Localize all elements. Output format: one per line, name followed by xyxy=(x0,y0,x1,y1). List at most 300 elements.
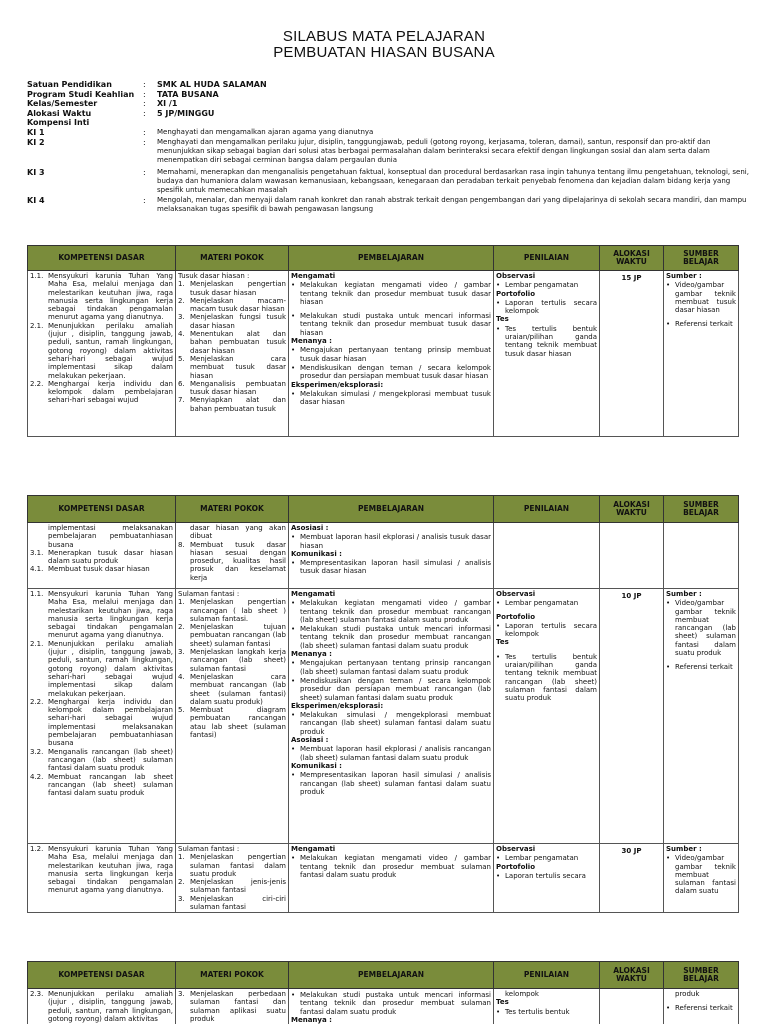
cell-aw xyxy=(600,271,664,437)
ki-text: Mengolah, menalar, dan menyaji dalam ranah konkret dan ranah abstrak terkait dengan pengembangan dari yang dipelajarinya di sekolah secara mandiri, dan mampu melaksanakan tugas spesifik di bawah pengawasan langsung xyxy=(157,196,747,213)
table-header xyxy=(28,496,739,523)
item-text: Menunjukkan perilaku amaliah (jujur , disiplin, tanggung jawab, peduli, santun, ramah lingkungan, gotong royong) dalam aktivitas sehari-hari sebagai wujud implementasi sikap dalam melakukan pekerjaan. xyxy=(48,639,173,698)
mp-head: Tusuk dasar hiasan : xyxy=(178,272,250,280)
bullet-icon: • xyxy=(496,324,501,333)
item-number: 2.2. xyxy=(30,697,44,706)
spacer xyxy=(666,657,736,662)
section-heading: Eksperimen/eksplorasi: xyxy=(291,701,384,710)
item-number: 5. xyxy=(178,706,185,715)
syllabus-table-3 xyxy=(27,961,739,1024)
info-key: Satuan Pendidikan xyxy=(27,80,112,89)
bullet-item xyxy=(496,1008,597,1016)
bullet-text: Lembar pengamatan xyxy=(505,599,579,608)
bullet-item xyxy=(666,854,736,895)
item-number: 1.1. xyxy=(30,590,44,598)
item-text: Menganalisis pembuatan tusuk dasar hiasan xyxy=(190,379,286,397)
item-text: Membuat rancangan lab sheet rancangan (lab sheet) sulaman fantasi dalam suatu produk xyxy=(48,772,173,798)
cell-kd xyxy=(28,271,176,437)
cell-kd xyxy=(28,844,176,913)
bullet-item xyxy=(291,771,491,796)
item-text: Membuat diagram pembuatan rancangan atau lab sheet (sulaman fantasi) xyxy=(190,706,286,740)
bullet-item xyxy=(666,281,736,314)
header-mp: MATERI POKOK xyxy=(176,496,289,523)
colon: : xyxy=(143,99,146,108)
bullet-icon: • xyxy=(291,389,296,398)
bullet-item xyxy=(291,677,491,702)
colon: : xyxy=(143,196,146,205)
list-item xyxy=(178,380,286,397)
item-text: Menunjukkan perilaku amaliah (jujur , disiplin, tanggung jawab, peduli, santun, ramah lingkungan, gotong royong) dalam aktivitas sehari-hari sebagai wujud implementasi sikap dalam melakukan pekerjaan. xyxy=(48,321,173,380)
item-number: 1.1. xyxy=(30,272,44,280)
cell-aw xyxy=(600,989,664,1024)
bullet-text: Melakukan studi pustaka untuk mencari informasi tentang teknik dan prosedur membuat sulaman fantasi dalam suatu produk xyxy=(300,991,491,1016)
bullet-icon: • xyxy=(291,281,296,290)
list-item xyxy=(30,565,173,573)
bullet-text: Lembar pengamatan xyxy=(505,854,579,863)
item-number: 8. xyxy=(178,540,185,549)
info-value: XI /1 xyxy=(157,99,178,108)
bullet-icon: • xyxy=(666,599,671,608)
colon: : xyxy=(143,108,146,118)
bullet-icon: • xyxy=(291,854,296,863)
table-row xyxy=(28,989,739,1024)
bullet-text: Melakukan kegiatan mengamati video / gambar tentang teknik dan prosedur membuat sulaman fantasi dalam suatu produk xyxy=(300,854,491,879)
item-number: 1. xyxy=(178,280,185,289)
bullet-item xyxy=(291,854,491,879)
bullet-icon: • xyxy=(291,559,296,568)
list-item xyxy=(178,280,286,297)
item-number: 5. xyxy=(178,354,185,363)
bullet-item xyxy=(291,533,491,550)
list-item xyxy=(30,990,173,1023)
list-item xyxy=(178,313,286,330)
jp-value: 10 JP xyxy=(621,592,642,600)
header-sb-2: BELAJAR xyxy=(683,508,719,517)
syllabus-table-2 xyxy=(27,495,739,913)
section-heading: Sumber : xyxy=(666,590,702,598)
cell-kd xyxy=(28,589,176,844)
bullet-item xyxy=(666,663,736,671)
header-pn: PENILAIAN xyxy=(494,496,600,523)
bullet-text: Mengajukan pertanyaan tentang prinsip rancangan (lab sheet) sulaman fantasi dalam suatu produk xyxy=(300,659,491,676)
bullet-text: Referensi terkait xyxy=(675,663,733,672)
item-text: Menganalis rancangan (lab sheet) rancangan (lab sheet) sulaman fantasi dalam suatu produk xyxy=(48,747,173,773)
bullet-icon: • xyxy=(291,625,296,634)
list-item xyxy=(30,322,173,380)
item-text: Menghargai kerja individu dan kelompok dalam pembelajaran sehari-hari sebagai wujud implementasi melaksanakan pembelajaran pembuatanhiasan busana xyxy=(48,697,173,748)
cell-pb xyxy=(289,844,494,913)
bullet-text: Video/gambar gambar teknik membuat rancangan (lab sheet) sulaman fantasi dalam suatu produk xyxy=(675,599,736,658)
colon: : xyxy=(143,127,146,137)
bullet-icon: • xyxy=(496,652,501,661)
table-header xyxy=(28,962,739,989)
bullet-item xyxy=(291,364,491,381)
ki-key: KI 2 xyxy=(27,138,45,147)
ki-text: Memahami, menerapkan dan menganalisis pengetahuan faktual, konseptual dan procedural berdasarkan rasa ingin tahunya tentang ilmu pengetahuan, teknologi, seni, budaya dan humaniora dalam wawasan kemanusiaan, kebangsaan, kenegaraan dan peradaban terkait penyebab fenomena dan kejadian dalam bidang kerja yang spesifik untuk memecahkan masalah xyxy=(157,168,749,194)
cell-pb xyxy=(289,989,494,1024)
section-heading: Portofolio xyxy=(496,612,536,621)
ki-key: KI 3 xyxy=(27,168,45,177)
section-heading: Komunikasi : xyxy=(291,549,342,558)
bullet-item xyxy=(291,711,491,736)
item-text: Membuat tusuk dasar hiasan xyxy=(48,565,150,574)
header-aw-1: ALOKASI xyxy=(613,499,650,509)
list-item xyxy=(178,330,286,355)
cell-mp xyxy=(176,989,289,1024)
item-text: Menunjukkan perilaku amaliah (jujur , disiplin, tanggung jawab, peduli, santun, ramah lingkungan, gotong royong) dalam aktivitas xyxy=(48,990,173,1023)
item-number: 7. xyxy=(178,396,185,405)
header-aw-1: ALOKASI xyxy=(613,248,650,258)
item-number xyxy=(30,524,48,549)
list-item xyxy=(178,853,286,878)
item-number: 3.2. xyxy=(30,747,44,756)
header-pn: PENILAIAN xyxy=(494,246,600,271)
jp-value: 15 JP xyxy=(621,274,642,282)
colon: : xyxy=(143,89,146,99)
colon: : xyxy=(143,138,146,147)
header-aw-2: WAKTU xyxy=(616,257,647,266)
ki-key: KI 4 xyxy=(27,196,45,205)
item-number: 6. xyxy=(178,379,185,388)
item-text: Menjelaskan fungsi tusuk dasar hiasan xyxy=(190,313,286,330)
cell-pn xyxy=(494,271,600,437)
ki-row xyxy=(27,168,755,195)
section-heading: Asosiasi : xyxy=(291,736,329,745)
header-pb: PEMBELAJARAN xyxy=(289,496,494,523)
section-heading: Mengamati xyxy=(291,590,336,598)
list-item xyxy=(178,623,286,648)
item-number: 3.1. xyxy=(30,548,44,557)
item-text: Menjelaskan tujuan pembuatan rancangan (lab sheet) sulaman fantasi xyxy=(190,623,286,648)
item-text: Menjelaskan cara membuat tusuk dasar hiasan xyxy=(190,354,286,380)
list-item xyxy=(30,698,173,748)
spacer xyxy=(666,998,736,1003)
item-text: Menjelaskan pengertian tusuk dasar hiasan xyxy=(190,280,286,297)
item-number: 1.2. xyxy=(30,845,44,853)
jp-value: 30 JP xyxy=(621,847,642,855)
title-line-1: SILABUS MATA PELAJARAN xyxy=(282,28,486,45)
list-item xyxy=(178,895,286,912)
bullet-text: Referensi terkait xyxy=(675,1004,733,1013)
cell-pb xyxy=(289,523,494,589)
info-key: Kelas/Semester xyxy=(27,99,98,108)
cell-sb xyxy=(664,989,739,1024)
colon: : xyxy=(143,80,146,89)
info-key: Alokasi Waktu xyxy=(27,108,92,118)
list-item xyxy=(178,524,286,541)
bullet-item xyxy=(291,745,491,762)
info-value: TATA BUSANA xyxy=(157,89,219,99)
bullet-item xyxy=(291,281,491,306)
bullet-icon: • xyxy=(496,621,501,630)
bullet-item xyxy=(666,320,736,328)
bullet-text: Video/gambar gambar teknik membuat sulaman fantasi dalam suatu xyxy=(675,854,736,896)
section-heading: Observasi xyxy=(496,845,536,853)
spacer xyxy=(496,647,597,652)
bullet-text: Tes tertulis bentuk xyxy=(505,1007,570,1016)
section-heading: Sumber : xyxy=(666,272,702,280)
spacer xyxy=(291,306,491,311)
list-item xyxy=(30,380,173,405)
bullet-item xyxy=(291,390,491,407)
cell-mp xyxy=(176,523,289,589)
item-number: 2. xyxy=(178,623,185,632)
bullet-icon: • xyxy=(496,1007,501,1016)
bullet-icon: • xyxy=(291,676,296,685)
header-aw-2: WAKTU xyxy=(616,508,647,517)
bullet-text: Mengajukan pertanyaan tentang prinsip membuat tusuk dasar hiasan xyxy=(300,346,491,363)
continued-text: kelompok xyxy=(505,990,539,998)
table-row xyxy=(28,271,739,437)
section-heading: Portofolio xyxy=(496,862,536,871)
item-text: implementasi melaksanakan pembelajaran pembuatanhiasan busana xyxy=(48,524,173,549)
bullet-item xyxy=(496,854,597,862)
bullet-icon: • xyxy=(666,281,671,290)
bullet-icon: • xyxy=(291,771,296,780)
ki-row xyxy=(27,196,755,214)
info-row xyxy=(27,109,755,119)
item-number: 2. xyxy=(178,296,185,305)
list-item xyxy=(30,272,173,322)
bullet-icon: • xyxy=(291,363,296,372)
bullet-item xyxy=(291,991,491,1016)
cell-pn xyxy=(494,589,600,844)
info-value: SMK AL HUDA SALAMAN xyxy=(157,80,267,89)
ki-label xyxy=(27,118,755,128)
item-number: 3. xyxy=(178,894,185,903)
info-row xyxy=(27,80,755,90)
bullet-item xyxy=(496,622,597,639)
header-sb xyxy=(664,246,739,271)
list-item xyxy=(30,590,173,640)
table-row xyxy=(28,844,739,913)
bullet-text: Referensi terkait xyxy=(675,320,733,329)
syllabus-table-1 xyxy=(27,245,739,437)
bullet-icon: • xyxy=(291,312,296,321)
section-heading: Mengamati xyxy=(291,845,336,853)
section-heading: Menanya : xyxy=(291,337,332,346)
bullet-icon: • xyxy=(496,281,501,290)
header-sb-1: SUMBER xyxy=(683,965,719,975)
item-number: 4.2. xyxy=(30,772,44,781)
list-item xyxy=(178,990,286,1023)
bullet-item xyxy=(291,312,491,337)
bullet-text: Melakukan studi pustaka untuk mencari informasi tentang teknik dan prosedur membuat rancangan (lab sheet) sulaman fantasi dalam suatu produk xyxy=(300,625,491,650)
item-number: 2.1. xyxy=(30,639,44,648)
header-aw-2: WAKTU xyxy=(616,974,647,983)
item-text: Menentukan alat dan bahan pembuatan tusuk dasar hiasan xyxy=(190,330,286,355)
item-number: 1. xyxy=(178,598,185,607)
item-text: Menjelaskan pengertian rancangan ( lab sheet ) sulaman fantasi. xyxy=(190,598,286,623)
bullet-icon: • xyxy=(666,1004,671,1013)
header-pn: PENILAIAN xyxy=(494,962,600,989)
list-item xyxy=(178,878,286,895)
bullet-text: Melakukan simulasi / mengekplorasi membuat tusuk dasar hiasan xyxy=(300,389,491,407)
section-heading: Mengamati xyxy=(291,272,336,280)
info-row xyxy=(27,99,755,109)
mp-head: Sulaman fantasi : xyxy=(178,590,240,598)
header-sb-1: SUMBER xyxy=(683,248,719,258)
section-heading: Tes xyxy=(496,638,509,647)
header-pb: PEMBELAJARAN xyxy=(289,246,494,271)
cell-kd xyxy=(28,523,176,589)
item-text: Membuat tusuk dasar hiasan sesuai dengan prosedur, kualitas hasil prosuk dan keselamat kerja xyxy=(190,540,286,582)
bullet-item xyxy=(291,346,491,363)
section-heading: Menanya : xyxy=(291,1015,332,1024)
bullet-text: Melakukan studi pustaka untuk mencari informasi tentang teknik dan prosedur membuat tusuk dasar hiasan xyxy=(300,312,491,337)
section-heading: Menanya : xyxy=(291,650,332,659)
section-heading: Tes xyxy=(496,998,509,1007)
ki-text: Menghayati dan mengamalkan ajaran agama yang dianutnya xyxy=(157,127,374,136)
bullet-icon: • xyxy=(496,871,501,880)
item-text: Menjelaskan pengertian sulaman fantasi dalam suatu produk xyxy=(190,853,286,878)
bullet-text: Mendiskusikan dengan teman / secara kelompok prosedur dan persiapan membuat rancangan (lab sheet) sulaman fantasi dalam suatu produk xyxy=(300,676,491,702)
section-heading: Eksperimen/eksplorasi: xyxy=(291,380,384,389)
item-number: 3. xyxy=(178,313,185,322)
section-heading: Asosiasi : xyxy=(291,524,329,532)
list-item xyxy=(30,773,173,798)
cell-mp xyxy=(176,844,289,913)
list-item xyxy=(30,640,173,698)
header-aw xyxy=(600,496,664,523)
header-sb xyxy=(664,962,739,989)
bullet-text: Laporan tertulis secara kelompok xyxy=(505,298,597,316)
cell-aw xyxy=(600,844,664,913)
bullet-icon: • xyxy=(291,711,296,720)
header-mp: MATERI POKOK xyxy=(176,962,289,989)
item-number: 3. xyxy=(178,648,185,657)
item-text: Mensyukuri karunia Tuhan Yang Maha Esa, melalui menjaga dan melestarikan keutuhan jiwa, raga manusia serta lingkungan kerja sebagai tindakan pengamalan menurut agama yang dianutnya. xyxy=(48,845,173,895)
ki-text: Menghayati dan mengamalkan perilaku jujur, disiplin, tanggungjawab, peduli (gotong royong, kerjasama, toleran, damai), santun, responsif dan pro-aktif dan menunjukkan sikap sebagai bagian dari solusi atas berbagai permasalahan dalam berinteraksi secara efektif dengan lingkungan sosial dan alam serta dalam menempatkan diri sebagai cerminan bangsa dalam pergaulan dunia xyxy=(157,138,711,164)
info-value: 5 JP/MINGGU xyxy=(157,108,215,118)
identity-block xyxy=(27,80,755,214)
item-text: Menyiapkan alat dan bahan pembuatan tusuk xyxy=(190,396,286,413)
table-row xyxy=(28,523,739,589)
ki-row xyxy=(27,138,755,165)
item-number xyxy=(178,524,190,541)
table-header xyxy=(28,246,739,271)
list-item xyxy=(178,706,286,739)
item-text: Menjelaskan perbedaan sulaman fantasi dan sulaman aplikasi suatu produk xyxy=(190,990,286,1023)
cell-pn xyxy=(494,844,600,913)
bullet-icon: • xyxy=(666,854,671,863)
item-number: 2.2. xyxy=(30,379,44,388)
cell-pn xyxy=(494,989,600,1024)
bullet-item xyxy=(496,872,597,880)
list-item xyxy=(178,396,286,413)
cell-sb xyxy=(664,271,739,437)
bullet-text: Membuat laporan hasil ekplorasi / analisis rancangan (lab sheet) sulaman fantasi dalam suatu produk xyxy=(300,745,491,762)
cell-kd xyxy=(28,989,176,1024)
item-text: Menjelaskan jenis-jenis sulaman fantasi xyxy=(190,878,286,895)
item-number: 3. xyxy=(178,990,185,998)
section-heading: Tes xyxy=(496,315,509,324)
header-pb: PEMBELAJARAN xyxy=(289,962,494,989)
item-text: Mensyukuri karunia Tuhan Yang Maha Esa, melalui menjaga dan melestarikan keutuhan jiwa, raga manusia serta lingkungan kerja sebagai tindakan pengamalan menurut agama yang dianutnya. xyxy=(48,590,173,640)
cell-aw xyxy=(600,523,664,589)
section-heading: Portofolio xyxy=(496,289,536,298)
bullet-icon: • xyxy=(496,599,501,608)
item-text: dasar hiasan yang akan dibuat xyxy=(190,524,286,541)
bullet-text: Lembar pengamatan xyxy=(505,281,579,290)
item-number: 2. xyxy=(178,878,185,887)
cell-mp xyxy=(176,589,289,844)
section-heading: Observasi xyxy=(496,590,536,598)
bullet-item xyxy=(666,599,736,657)
cell-pn xyxy=(494,523,600,589)
header-aw xyxy=(600,962,664,989)
bullet-text: Tes tertulis bentuk uraian/pilihan ganda tentang teknik membuat tusuk dasar hiasan xyxy=(505,324,597,358)
bullet-text: Laporan tertulis secara xyxy=(505,871,586,880)
bullet-text: Melakukan kegiatan mengamati video / gambar tentang teknik dan prosedur membuat tusuk dasar hiasan xyxy=(300,281,491,306)
item-text: Menghargai kerja individu dan kelompok dalam pembelajaran sehari-hari sebagai wujud xyxy=(48,379,173,405)
bullet-icon: • xyxy=(291,659,296,668)
bullet-text: Laporan tertulis secara kelompok xyxy=(505,621,597,639)
cell-pb xyxy=(289,271,494,437)
bullet-text: Mempresentasikan laporan hasil simulasi / analisis rancangan (lab sheet) sulaman fantasi dalam suatu produk xyxy=(300,771,491,796)
list-item xyxy=(178,648,286,673)
bullet-icon: • xyxy=(291,599,296,608)
header-sb xyxy=(664,496,739,523)
bullet-item xyxy=(291,599,491,624)
item-number: 4.1. xyxy=(30,565,44,574)
header-sb-1: SUMBER xyxy=(683,499,719,509)
item-text: Menerapkan tusuk dasar hiasan dalam suatu produk xyxy=(48,548,173,566)
bullet-item xyxy=(291,659,491,676)
cell-sb xyxy=(664,523,739,589)
bullet-icon: • xyxy=(666,320,671,329)
bullet-item xyxy=(666,1004,736,1012)
list-item xyxy=(30,524,173,549)
list-item xyxy=(178,297,286,314)
list-item xyxy=(178,673,286,706)
spacer xyxy=(666,314,736,319)
info-row xyxy=(27,90,755,100)
ki-row xyxy=(27,128,755,138)
item-text: Menjelaskan cara membuat rancangan (lab sheet (sulaman fantasi) dalam suatu produk) xyxy=(190,672,286,706)
cell-mp xyxy=(176,271,289,437)
bullet-icon: • xyxy=(666,663,671,672)
item-number: 1. xyxy=(178,853,185,862)
bullet-text: Melakukan kegiatan mengamati video / gambar tentang teknik dan prosedur membuat rancangan (lab sheet) sulaman fantasi dalam suatu produk xyxy=(300,599,491,624)
list-item xyxy=(30,549,173,566)
bullet-icon: • xyxy=(291,346,296,355)
header-kd: KOMPETENSI DASAR xyxy=(28,496,176,523)
bullet-icon: • xyxy=(496,298,501,307)
bullet-icon: • xyxy=(291,745,296,754)
list-item xyxy=(178,541,286,582)
item-text: Menjelaskan langkah kerja rancangan (lab sheet) sulaman fantasi xyxy=(190,648,286,673)
list-item xyxy=(178,598,286,623)
bullet-item xyxy=(291,625,491,650)
item-number: 2.1. xyxy=(30,321,44,330)
mp-head: Sulaman fantasi : xyxy=(178,845,240,853)
list-item xyxy=(178,355,286,380)
section-heading: Komunikasi : xyxy=(291,761,342,770)
cell-sb xyxy=(664,844,739,913)
bullet-icon: • xyxy=(496,854,501,863)
item-number: 4. xyxy=(178,672,185,681)
header-kd: KOMPETENSI DASAR xyxy=(28,962,176,989)
section-heading: Sumber : xyxy=(666,845,702,853)
bullet-icon: • xyxy=(291,991,296,999)
continued-text: produk xyxy=(675,990,700,998)
bullet-text: Membuat laporan hasil ekplorasi / analisis tusuk dasar hiasan xyxy=(300,533,491,550)
bullet-item xyxy=(496,325,597,358)
bullet-item xyxy=(291,559,491,576)
header-sb-2: BELAJAR xyxy=(683,257,719,266)
bullet-item xyxy=(496,599,597,607)
